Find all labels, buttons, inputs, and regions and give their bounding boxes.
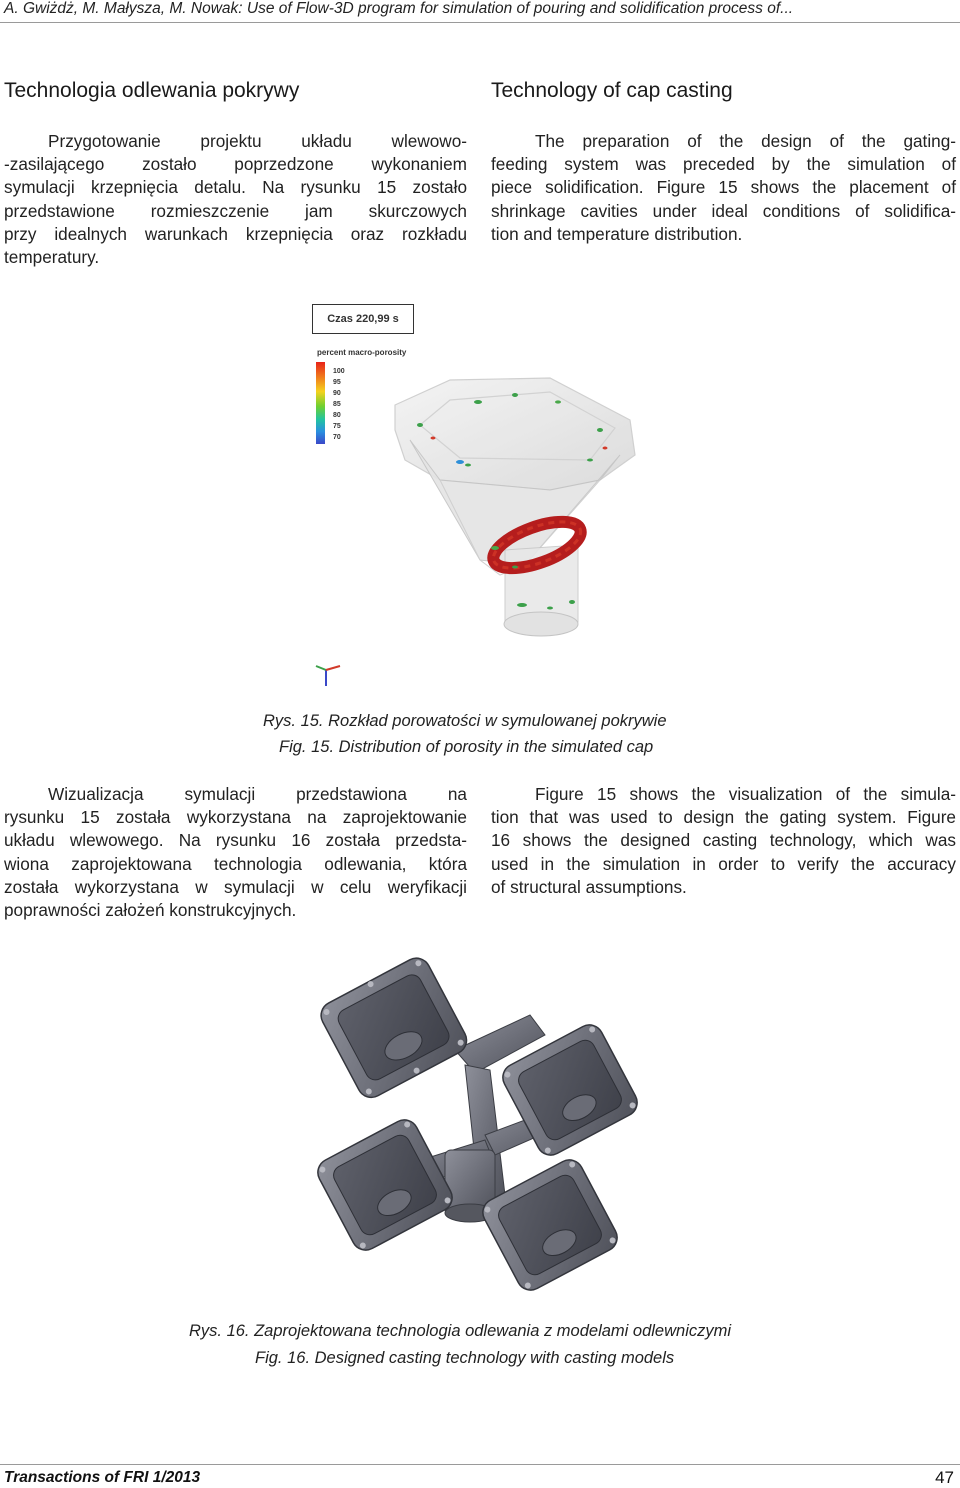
text-line: rysunku 15 została wykorzystana na zaprojektowanie — [4, 807, 467, 828]
paragraph-pl-1 — [4, 130, 467, 269]
journal-name: Transactions of FRI 1/2013 — [4, 1469, 201, 1486]
porosity-simulation-render — [300, 360, 670, 700]
legend-title: percent macro-porosity — [317, 348, 407, 357]
section-title-pl: Technologia odlewania pokrywy — [4, 79, 300, 102]
text-line: piece solidification. Figure 15 shows the placement of — [491, 177, 956, 198]
legend-tick: 70 — [333, 434, 341, 441]
legend-tick: 95 — [333, 379, 341, 386]
text-line: symulacji krzepnięcia detalu. Na rysunku 15 zostało — [4, 177, 467, 198]
header-rule — [0, 22, 960, 23]
casting-model — [315, 1115, 457, 1255]
text-line: wiona zaprojektowana technologia odlewania, która — [4, 853, 467, 874]
text-line: przy idealnych warunkach krzepnięcia oraz rozkładu — [4, 223, 467, 244]
text-line: tion that was used to design the gating system. Figure — [491, 807, 956, 828]
legend-tick: 85 — [333, 401, 341, 408]
legend-tick: 90 — [333, 390, 341, 397]
text-line: of structural assumptions. — [491, 876, 687, 897]
figure16-caption-pl: Rys. 16. Zaprojektowana technologia odlewania z modelami odlewniczymi — [189, 1322, 732, 1340]
figure16-caption-en: Fig. 16. Designed casting technology with casting models — [255, 1349, 675, 1367]
page-number: 47 — [935, 1468, 954, 1487]
running-header: A. Gwiżdż, M. Małysza, M. Nowak: Use of Flow-3D program for simulation of pouring and solidification process of... — [4, 0, 794, 17]
simulation-time-label: Czas 220,99 s — [312, 304, 414, 334]
text-line: tion and temperature distribution. — [491, 223, 743, 244]
text-line: Figure 15 shows the visualization of the simula- — [535, 784, 956, 804]
paragraph-en-1 — [491, 130, 956, 246]
paragraph-pl-2 — [4, 783, 467, 922]
legend-tick: 80 — [333, 412, 341, 419]
text-line: poprawności założeń konstrukcyjnych. — [4, 900, 297, 921]
text-line: -zasilającego zostało poprzedzone wykonaniem — [4, 154, 467, 175]
paragraph-en-2 — [491, 783, 956, 899]
footer-rule — [0, 1464, 960, 1465]
text-line: przedstawione rozmieszczenie jam skurczowych — [4, 200, 467, 221]
text-line: Przygotowanie projektu układu wlewowo- — [48, 131, 467, 151]
text-line: Wizualizacja symulacji przedstawiona na — [48, 784, 467, 804]
text-line: used in the simulation in order to verify the accuracy — [491, 853, 956, 874]
text-line: The preparation of the design of the gating- — [535, 131, 956, 151]
text-line: została wykorzystana w symulacji w celu weryfikacji — [4, 876, 467, 897]
text-line: 16 shows the designed casting technology, which was — [491, 830, 956, 851]
figure15-caption-pl: Rys. 15. Rozkład porowatości w symulowanej pokrywie — [263, 712, 667, 730]
text-line: feeding system was preceded by the simulation of — [491, 154, 956, 175]
casting-model — [316, 955, 471, 1102]
legend-tick: 100 — [333, 368, 345, 375]
legend-tick: 75 — [333, 423, 341, 430]
text-line: temperatury. — [4, 247, 100, 268]
text-line: układu wlewowego. Na rysunku 16 została przedsta- — [4, 830, 467, 851]
text-line: shrinkage cavities under ideal conditions of solidifica- — [491, 200, 956, 221]
axis-triad-icon — [312, 660, 348, 690]
section-title-en: Technology of cap casting — [491, 79, 733, 102]
casting-technology-render — [315, 955, 645, 1305]
figure15-caption-en: Fig. 15. Distribution of porosity in the simulated cap — [279, 738, 654, 756]
